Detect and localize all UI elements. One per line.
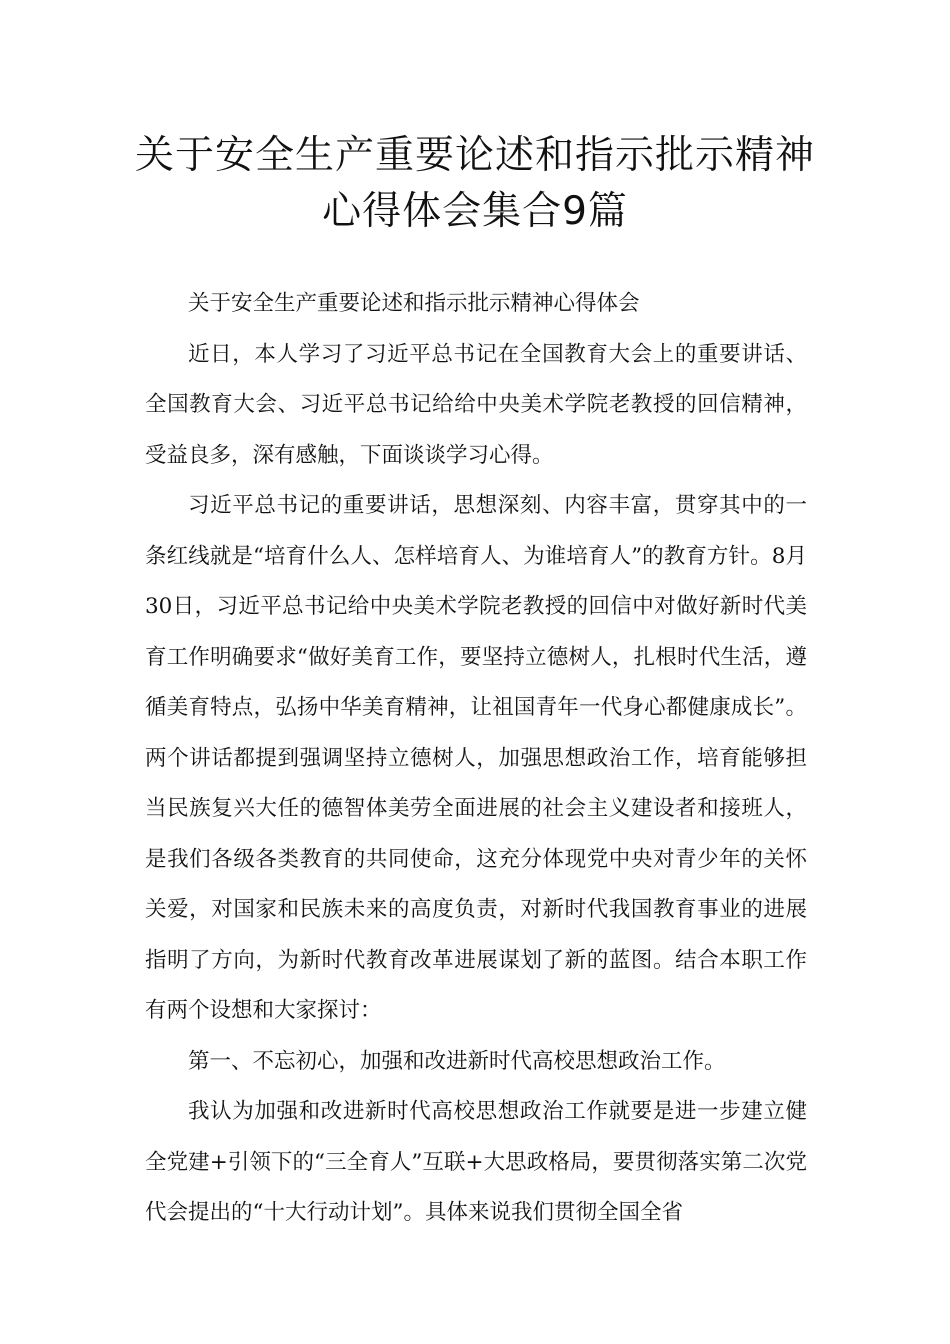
body-paragraph: 习近平总书记的重要讲话，思想深刻、内容丰富，贯穿其中的一条红线就是“培育什么人、怎样培育人、为谁培育人”的教育方针。8月30日，习近平总书记给中央美术学院老教授的回信中对做好新时代美育工作明确要求“做好美育工作，要坚持立德树人，扎根时代生活，遵循美育特点，弘扬中华美育精神，让祖国青年一代身心都健康成长”。两个讲话都提到强调坚持立德树人，加强思想政治工作，培育能够担当民族复兴大任的德智体美劳全面进展的社会主义建设者和接班人，是我们各级各类教育的共同使命，这充分体现党中央对青少年的关怀关爱，对国家和民族未来的高度负责，对新时代我国教育事业的进展指明了方向，为新时代教育改革进展谋划了新的蓝图。结合本职工作有两个设想和大家探讨： [145,493,807,1023]
subtitle-paragraph: 关于安全生产重要论述和指示批示精神心得体会 [188,291,640,316]
section-heading-paragraph: 第一、不忘初心，加强和改进新时代高校思想政治工作。 [188,1048,726,1074]
body-paragraph: 近日，本人学习了习近平总书记在全国教育大会上的重要讲话、全国教育大会、习近平总书记给给中央美术学院老教授的回信精神，受益良多，深有感触，下面谈谈学习心得。 [145,341,807,468]
body-paragraph: 我认为加强和改进新时代高校思想政治工作就要是进一步建立健全党建+引领下的“三全育人”互联+大思政格局，要贯彻落实第二次党代会提出的“十大行动计划”。具体来说我们贯彻全国全省 [145,1099,807,1225]
document-title [120,128,830,240]
title-line-1: 关于安全生产重要论述和指示批示精神 [134,133,815,178]
title-line-2: 心得体会集合9篇 [322,189,628,234]
document-body [145,279,807,1239]
